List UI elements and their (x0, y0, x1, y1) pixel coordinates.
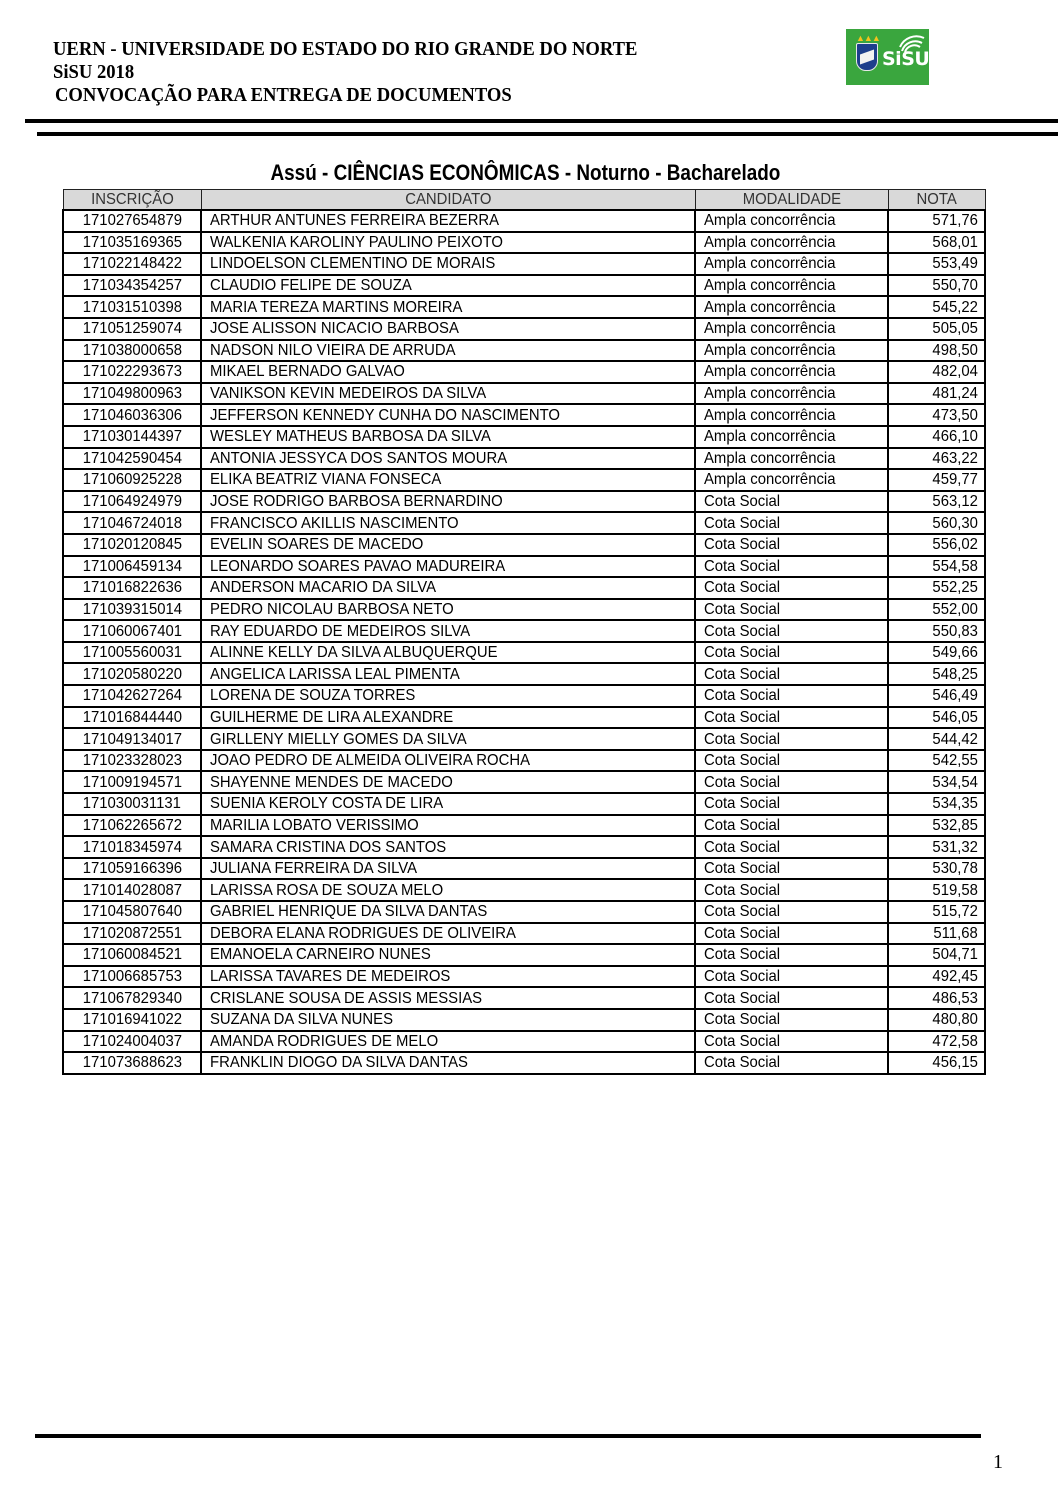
nota-cell: 492,45 (888, 966, 985, 988)
nota-cell: 463,22 (888, 448, 985, 470)
candidato-cell: LEONARDO SOARES PAVAO MADUREIRA (201, 556, 695, 578)
table-row (63, 318, 985, 340)
modalidade-cell: Ampla concorrência (695, 361, 888, 383)
modalidade-cell: Cota Social (695, 599, 888, 621)
page-number: 1 (993, 1451, 1003, 1473)
candidato-cell: SAMARA CRISTINA DOS SANTOS (201, 836, 695, 858)
candidato-cell: EMANOELA CARNEIRO NUNES (201, 944, 695, 966)
inscricao-cell: 171016941022 (63, 1009, 201, 1031)
inscricao-cell: 171022293673 (63, 361, 201, 383)
inscricao-cell: 171060084521 (63, 944, 201, 966)
inscricao-cell: 171016844440 (63, 707, 201, 729)
inscricao-cell: 171030144397 (63, 426, 201, 448)
modalidade-cell: Ampla concorrência (695, 232, 888, 254)
candidato-cell: JEFFERSON KENNEDY CUNHA DO NASCIMENTO (201, 404, 695, 426)
table-row (63, 512, 985, 534)
table-row (63, 707, 985, 729)
modalidade-cell: Cota Social (695, 987, 888, 1009)
nota-cell: 553,49 (888, 253, 985, 275)
nota-cell: 532,85 (888, 815, 985, 837)
candidato-cell: LINDOELSON CLEMENTINO DE MORAIS (201, 253, 695, 275)
nota-cell: 552,00 (888, 599, 985, 621)
candidato-cell: NADSON NILO VIEIRA DE ARRUDA (201, 340, 695, 362)
nota-cell: 481,24 (888, 383, 985, 405)
modalidade-cell: Cota Social (695, 556, 888, 578)
modalidade-cell: Cota Social (695, 663, 888, 685)
modalidade-cell: Ampla concorrência (695, 404, 888, 426)
footer-divider (35, 1434, 981, 1438)
modalidade-cell: Ampla concorrência (695, 426, 888, 448)
inscricao-cell: 171045807640 (63, 901, 201, 923)
candidato-cell: ELIKA BEATRIZ VIANA FONSECA (201, 469, 695, 491)
table-row (63, 383, 985, 405)
inscricao-cell: 171035169365 (63, 232, 201, 254)
table-row (63, 361, 985, 383)
modalidade-cell: Cota Social (695, 534, 888, 556)
candidato-cell: EVELIN SOARES DE MACEDO (201, 534, 695, 556)
table-row (63, 469, 985, 491)
modalidade-cell: Cota Social (695, 1052, 888, 1074)
inscricao-cell: 171067829340 (63, 987, 201, 1009)
nota-cell: 480,80 (888, 1009, 985, 1031)
nota-cell: 530,78 (888, 858, 985, 880)
table-row (63, 491, 985, 513)
uern-sisu-logo (846, 29, 929, 85)
shield-icon (856, 43, 878, 71)
candidato-cell: SUENIA KEROLY COSTA DE LIRA (201, 793, 695, 815)
candidato-cell: VANIKSON KEVIN MEDEIROS DA SILVA (201, 383, 695, 405)
candidato-cell: ANDERSON MACARIO DA SILVA (201, 577, 695, 599)
table-row (63, 599, 985, 621)
nota-cell: 504,71 (888, 944, 985, 966)
candidato-cell: SHAYENNE MENDES DE MACEDO (201, 771, 695, 793)
nota-cell: 554,58 (888, 556, 985, 578)
inscricao-cell: 171073688623 (63, 1052, 201, 1074)
inscricao-cell: 171039315014 (63, 599, 201, 621)
inscricao-cell: 171006685753 (63, 966, 201, 988)
nota-cell: 511,68 (888, 923, 985, 945)
inscricao-cell: 171005560031 (63, 642, 201, 664)
table-row (63, 901, 985, 923)
table-row (63, 858, 985, 880)
modalidade-cell: Ampla concorrência (695, 210, 888, 232)
modalidade-cell: Cota Social (695, 728, 888, 750)
candidato-cell: LARISSA ROSA DE SOUZA MELO (201, 879, 695, 901)
table-row (63, 815, 985, 837)
inscricao-cell: 171023328023 (63, 750, 201, 772)
table-row (63, 253, 985, 275)
inscricao-cell: 171038000658 (63, 340, 201, 362)
table-row (63, 944, 985, 966)
nota-cell: 568,01 (888, 232, 985, 254)
modalidade-cell: Cota Social (695, 966, 888, 988)
inscricao-cell: 171031510398 (63, 296, 201, 318)
modalidade-cell: Cota Social (695, 815, 888, 837)
inscricao-cell: 171051259074 (63, 318, 201, 340)
candidato-cell: RAY EDUARDO DE MEDEIROS SILVA (201, 620, 695, 642)
inscricao-cell: 171030031131 (63, 793, 201, 815)
nota-cell: 546,05 (888, 707, 985, 729)
candidato-cell: ANGELICA LARISSA LEAL PIMENTA (201, 663, 695, 685)
table-row (63, 728, 985, 750)
table-row (63, 340, 985, 362)
table-row (63, 232, 985, 254)
modalidade-cell: Cota Social (695, 620, 888, 642)
inscricao-cell: 171022148422 (63, 253, 201, 275)
nota-cell: 560,30 (888, 512, 985, 534)
header-divider-bottom (37, 132, 1058, 136)
nota-cell: 546,49 (888, 685, 985, 707)
nota-cell: 556,02 (888, 534, 985, 556)
candidato-cell: LORENA DE SOUZA TORRES (201, 685, 695, 707)
inscricao-cell: 171034354257 (63, 275, 201, 297)
modalidade-cell: Cota Social (695, 836, 888, 858)
nota-cell: 545,22 (888, 296, 985, 318)
nota-cell: 505,05 (888, 318, 985, 340)
modalidade-cell: Cota Social (695, 707, 888, 729)
candidato-cell: GABRIEL HENRIQUE DA SILVA DANTAS (201, 901, 695, 923)
table-row (63, 577, 985, 599)
nota-cell: 534,35 (888, 793, 985, 815)
modalidade-cell: Cota Social (695, 944, 888, 966)
table-row (63, 556, 985, 578)
candidato-cell: CLAUDIO FELIPE DE SOUZA (201, 275, 695, 297)
candidato-cell: SUZANA DA SILVA NUNES (201, 1009, 695, 1031)
modalidade-cell: Ampla concorrência (695, 275, 888, 297)
table-row (63, 771, 985, 793)
inscricao-cell: 171062265672 (63, 815, 201, 837)
modalidade-cell: Ampla concorrência (695, 296, 888, 318)
table-row (63, 210, 985, 232)
table-row (63, 1052, 985, 1074)
inscricao-cell: 171009194571 (63, 771, 201, 793)
inscricao-cell: 171060067401 (63, 620, 201, 642)
nota-cell: 550,70 (888, 275, 985, 297)
table-row (63, 1031, 985, 1053)
table-row (63, 296, 985, 318)
table-row (63, 685, 985, 707)
inscricao-cell: 171027654879 (63, 210, 201, 232)
table-row (63, 836, 985, 858)
candidates-table (62, 189, 986, 1075)
table-row (63, 879, 985, 901)
nota-cell: 542,55 (888, 750, 985, 772)
table-row (63, 642, 985, 664)
nota-cell: 498,50 (888, 340, 985, 362)
modalidade-cell: Cota Social (695, 512, 888, 534)
inscricao-cell: 171020872551 (63, 923, 201, 945)
inscricao-cell: 171042590454 (63, 448, 201, 470)
inscricao-cell: 171060925228 (63, 469, 201, 491)
table-row (63, 1009, 985, 1031)
modalidade-cell: Cota Social (695, 923, 888, 945)
inscricao-cell: 171049800963 (63, 383, 201, 405)
modalidade-cell: Cota Social (695, 1031, 888, 1053)
candidato-cell: WESLEY MATHEUS BARBOSA DA SILVA (201, 426, 695, 448)
column-header-modalidade: MODALIDADE (695, 190, 888, 211)
nota-cell: 571,76 (888, 210, 985, 232)
table-row (63, 793, 985, 815)
modalidade-cell: Ampla concorrência (695, 253, 888, 275)
candidato-cell: MARIA TEREZA MARTINS MOREIRA (201, 296, 695, 318)
nota-cell: 563,12 (888, 491, 985, 513)
nota-cell: 473,50 (888, 404, 985, 426)
inscricao-cell: 171046036306 (63, 404, 201, 426)
modalidade-cell: Ampla concorrência (695, 469, 888, 491)
modalidade-cell: Ampla concorrência (695, 448, 888, 470)
modalidade-cell: Cota Social (695, 685, 888, 707)
modalidade-cell: Cota Social (695, 1009, 888, 1031)
inscricao-cell: 171024004037 (63, 1031, 201, 1053)
torch-icon: ▲▲▲ (856, 33, 880, 43)
column-header-inscricao: INSCRIÇÃO (63, 190, 201, 211)
table-body (63, 210, 985, 1074)
nota-cell: 472,58 (888, 1031, 985, 1053)
nota-cell: 486,53 (888, 987, 985, 1009)
candidato-cell: ANTONIA JESSYCA DOS SANTOS MOURA (201, 448, 695, 470)
modalidade-cell: Ampla concorrência (695, 318, 888, 340)
table-row (63, 404, 985, 426)
table-header-row (63, 190, 985, 211)
table-row (63, 750, 985, 772)
candidato-cell: CRISLANE SOUSA DE ASSIS MESSIAS (201, 987, 695, 1009)
inscricao-cell: 171020580220 (63, 663, 201, 685)
logo-text: SiSU (882, 48, 930, 70)
table-row (63, 620, 985, 642)
nota-cell: 534,54 (888, 771, 985, 793)
nota-cell: 552,25 (888, 577, 985, 599)
modalidade-cell: Cota Social (695, 879, 888, 901)
inscricao-cell: 171059166396 (63, 858, 201, 880)
nota-cell: 549,66 (888, 642, 985, 664)
column-header-candidato: CANDIDATO (201, 190, 695, 211)
inscricao-cell: 171018345974 (63, 836, 201, 858)
candidato-cell: AMANDA RODRIGUES DE MELO (201, 1031, 695, 1053)
candidato-cell: JOAO PEDRO DE ALMEIDA OLIVEIRA ROCHA (201, 750, 695, 772)
header-document-type: CONVOCAÇÃO PARA ENTREGA DE DOCUMENTOS (55, 84, 512, 106)
candidato-cell: ARTHUR ANTUNES FERREIRA BEZERRA (201, 210, 695, 232)
table-row (63, 426, 985, 448)
nota-cell: 459,77 (888, 469, 985, 491)
table-row (63, 448, 985, 470)
table-row (63, 923, 985, 945)
candidato-cell: WALKENIA KAROLINY PAULINO PEIXOTO (201, 232, 695, 254)
candidato-cell: JOSE RODRIGO BARBOSA BERNARDINO (201, 491, 695, 513)
candidato-cell: PEDRO NICOLAU BARBOSA NETO (201, 599, 695, 621)
inscricao-cell: 171064924979 (63, 491, 201, 513)
header-program: SiSU 2018 (53, 61, 135, 83)
nota-cell: 550,83 (888, 620, 985, 642)
modalidade-cell: Cota Social (695, 642, 888, 664)
modalidade-cell: Cota Social (695, 491, 888, 513)
nota-cell: 515,72 (888, 901, 985, 923)
course-title (0, 160, 1050, 186)
modalidade-cell: Cota Social (695, 750, 888, 772)
nota-cell: 544,42 (888, 728, 985, 750)
modalidade-cell: Cota Social (695, 771, 888, 793)
nota-cell: 548,25 (888, 663, 985, 685)
table-row (63, 987, 985, 1009)
modalidade-cell: Ampla concorrência (695, 340, 888, 362)
header-divider-top (25, 119, 1058, 123)
candidato-cell: GUILHERME DE LIRA ALEXANDRE (201, 707, 695, 729)
candidato-cell: MIKAEL BERNADO GALVAO (201, 361, 695, 383)
inscricao-cell: 171014028087 (63, 879, 201, 901)
candidato-cell: GIRLLENY MIELLY GOMES DA SILVA (201, 728, 695, 750)
nota-cell: 466,10 (888, 426, 985, 448)
modalidade-cell: Cota Social (695, 858, 888, 880)
candidato-cell: FRANKLIN DIOGO DA SILVA DANTAS (201, 1052, 695, 1074)
nota-cell: 519,58 (888, 879, 985, 901)
modalidade-cell: Ampla concorrência (695, 383, 888, 405)
modalidade-cell: Cota Social (695, 577, 888, 599)
modalidade-cell: Cota Social (695, 793, 888, 815)
header-institution: UERN - UNIVERSIDADE DO ESTADO DO RIO GRANDE DO NORTE (53, 38, 638, 60)
table-row (63, 966, 985, 988)
candidato-cell: LARISSA TAVARES DE MEDEIROS (201, 966, 695, 988)
candidato-cell: MARILIA LOBATO VERISSIMO (201, 815, 695, 837)
candidato-cell: DEBORA ELANA RODRIGUES DE OLIVEIRA (201, 923, 695, 945)
inscricao-cell: 171006459134 (63, 556, 201, 578)
nota-cell: 456,15 (888, 1052, 985, 1074)
inscricao-cell: 171042627264 (63, 685, 201, 707)
nota-cell: 531,32 (888, 836, 985, 858)
inscricao-cell: 171016822636 (63, 577, 201, 599)
inscricao-cell: 171046724018 (63, 512, 201, 534)
modalidade-cell: Cota Social (695, 901, 888, 923)
candidato-cell: JULIANA FERREIRA DA SILVA (201, 858, 695, 880)
inscricao-cell: 171049134017 (63, 728, 201, 750)
column-header-nota: NOTA (888, 190, 985, 211)
inscricao-cell: 171020120845 (63, 534, 201, 556)
candidato-cell: FRANCISCO AKILLIS NASCIMENTO (201, 512, 695, 534)
candidato-cell: ALINNE KELLY DA SILVA ALBUQUERQUE (201, 642, 695, 664)
course-title-text: Assú - CIÊNCIAS ECONÔMICAS - Noturno - Bacharelado (270, 160, 780, 185)
table-row (63, 534, 985, 556)
table-row (63, 663, 985, 685)
nota-cell: 482,04 (888, 361, 985, 383)
table-row (63, 275, 985, 297)
candidato-cell: JOSE ALISSON NICACIO BARBOSA (201, 318, 695, 340)
